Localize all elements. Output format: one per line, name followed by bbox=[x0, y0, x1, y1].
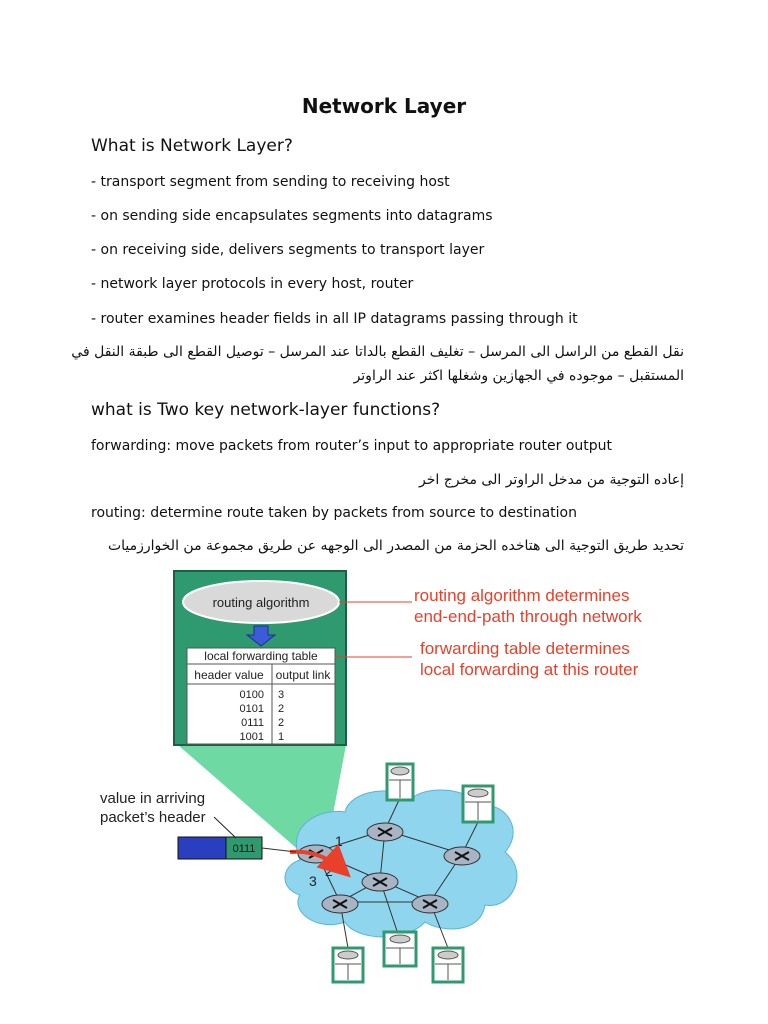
arabic-summary-line-2: المستقبل – موجوده في الجهازين وشغلها اكثر عند الراوتر bbox=[353, 368, 684, 384]
router-icon bbox=[367, 823, 403, 841]
table-cell-header: 1001 bbox=[239, 731, 264, 743]
mini-table-icon bbox=[433, 948, 463, 982]
link-number-3: 3 bbox=[309, 873, 317, 889]
table-cell-link: 1 bbox=[278, 731, 285, 743]
table-cell-link: 2 bbox=[278, 717, 285, 729]
link-number-1: 1 bbox=[335, 833, 343, 849]
bullet-2: - on sending side encapsulates segments into datagrams bbox=[91, 208, 493, 224]
section-heading-key-functions: what is Two key network-layer functions? bbox=[91, 400, 441, 420]
routing-algorithm-label: routing algorithm bbox=[212, 595, 310, 610]
router-icon bbox=[322, 895, 358, 913]
bullet-1: - transport segment from sending to receiving host bbox=[91, 174, 450, 190]
note-forwarding-line-1: forwarding table determines bbox=[420, 639, 630, 658]
value-label-pointer bbox=[214, 817, 236, 838]
note-routing-line-1: routing algorithm determines bbox=[414, 586, 630, 605]
bullet-3: - on receiving side, delivers segments to transport layer bbox=[91, 242, 485, 258]
link-number-2: 2 bbox=[325, 863, 333, 879]
routing-definition: routing: determine route taken by packets from source to destination bbox=[91, 505, 577, 521]
table-cell-link: 2 bbox=[278, 703, 285, 715]
router-icon bbox=[444, 847, 480, 865]
forwarding-arabic: إعاده التوجية من مدخل الراوتر الى مخرج اخر bbox=[418, 472, 684, 488]
value-label-line-1: value in arriving bbox=[100, 790, 206, 807]
bullet-4: - network layer protocols in every host, router bbox=[91, 276, 414, 292]
table-cell-link: 3 bbox=[278, 689, 285, 701]
note-routing-line-2: end-end-path through network bbox=[414, 607, 642, 626]
packet-body bbox=[178, 837, 226, 859]
table-title: local forwarding table bbox=[204, 649, 318, 663]
arabic-summary-line-1: نقل القطع من الراسل الى المرسل – تغليف القطع بالداتا عند المرسل – توصيل القطع الى طبقة النقل في bbox=[71, 344, 684, 360]
table-cell-header: 0101 bbox=[239, 703, 264, 715]
page-title: Network Layer bbox=[301, 94, 467, 118]
mini-table-icon bbox=[333, 948, 363, 982]
forwarding-definition: forwarding: move packets from router’s input to appropriate router output bbox=[91, 438, 613, 454]
col-output-link: output link bbox=[275, 668, 331, 682]
value-label-line-2: packet’s header bbox=[100, 809, 206, 826]
table-cell-header: 0100 bbox=[239, 689, 264, 701]
table-cell-header: 0111 bbox=[241, 717, 264, 729]
section-heading-network-layer: What is Network Layer? bbox=[91, 136, 293, 156]
mini-table-icon bbox=[463, 786, 493, 822]
col-header-value: header value bbox=[194, 668, 264, 682]
router-icon bbox=[362, 873, 398, 891]
mini-table-icon bbox=[387, 764, 413, 800]
packet-header-value: 0111 bbox=[232, 843, 256, 855]
note-forwarding-line-2: local forwarding at this router bbox=[420, 660, 639, 679]
routing-arabic: تحديد طريق التوجية الى هتاخده الحزمة من المصدر الى الوجهه عن طريق مجموعة من الخوارزميات bbox=[107, 538, 684, 554]
bullet-5: - router examines header fields in all IP datagrams passing through it bbox=[91, 311, 578, 327]
router-icon bbox=[412, 895, 448, 913]
mini-table-icon bbox=[384, 932, 416, 966]
